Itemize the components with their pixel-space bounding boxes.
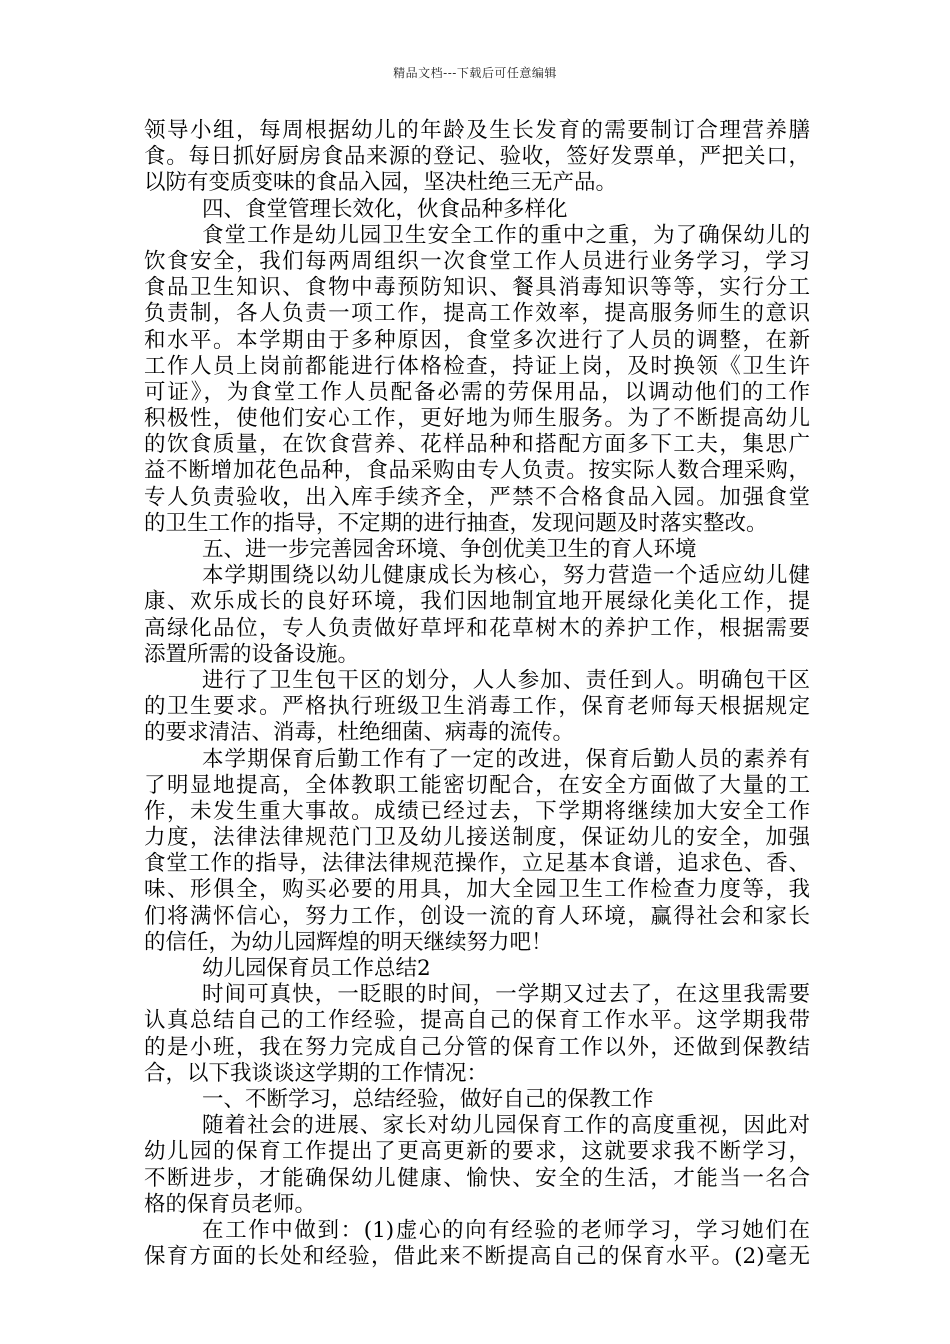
text-line: 幼儿园保育员工作总结2 — [202, 956, 431, 981]
text-line: 的卫生工作的指导，不定期的进行抽查，发现问题及时落实整改。 — [144, 510, 768, 536]
text-line: 高绿化品位，专人负责做好草坪和花草树木的养护工作，根据需要 — [144, 615, 810, 641]
text-line: 食品卫生知识、食物中毒预防知识、餐具消毒知识等等，实行分工 — [144, 275, 810, 301]
text-line: 认真总结自己的工作经验，提高自己的保育工作水平。这学期我带 — [144, 1008, 810, 1034]
text-line: 合，以下我谈谈这学期的工作情况： — [144, 1060, 489, 1086]
page-header: 精品文档---下载后可任意编辑 — [393, 66, 557, 80]
text-line: 力度，法律法律规范门卫及幼儿接送制度，保证幼儿的安全，加强 — [144, 825, 810, 851]
text-line: 的饮食质量，在饮食营养、花样品种和搭配方面多下工夫，集思广 — [144, 432, 810, 458]
text-line: 食堂工作是幼儿园卫生安全工作的重中之重，为了确保幼儿的 — [202, 222, 810, 248]
text-line: 食。每日抓好厨房食品来源的登记、验收，签好发票单，严把关口， — [144, 144, 810, 170]
text-line: 饮食安全，我们每两周组织一次食堂工作人员进行业务学习，学习 — [144, 248, 810, 274]
text-line: 工作人员上岗前都能进行体格检查，持证上岗，及时换领《卫生许 — [144, 353, 810, 379]
text-line: 可证》，为食堂工作人员配备必需的劳保用品，以调动他们的工作 — [144, 379, 810, 405]
text-line: 的卫生要求。严格执行班级卫生消毒工作，保育老师每天根据规定 — [144, 694, 810, 720]
text-line: 四、食堂管理长效化，伙食品种多样化 — [202, 196, 568, 222]
text-line: 本学期围绕以幼儿健康成长为核心，努力营造一个适应幼儿健 — [202, 563, 810, 589]
text-line: 一、不断学习，总结经验，做好自己的保教工作 — [202, 1086, 654, 1112]
document-body — [144, 118, 810, 1270]
text-line: 在工作中做到：(1)虚心的向有经验的老师学习，学习她们在 — [202, 1217, 810, 1243]
text-line: 时间可真快，一眨眼的时间，一学期又过去了，在这里我需要 — [202, 982, 810, 1008]
text-line: 不断进步，才能确保幼儿健康、愉快、安全的生活，才能当一名合 — [144, 1165, 810, 1191]
text-line: 幼儿园的保育工作提出了更高更新的要求，这就要求我不断学习， — [144, 1139, 810, 1165]
text-line: 进行了卫生包干区的划分，人人参加、责任到人。明确包干区 — [202, 667, 810, 693]
text-line: 以防有变质变味的食品入园，坚决杜绝三无产品。 — [144, 170, 618, 196]
text-line: 和水平。本学期由于多种原因，食堂多次进行了人员的调整，在新 — [144, 327, 810, 353]
text-line: 益不断增加花色品种，食品采购由专人负责。按实际人数合理采购， — [144, 458, 810, 484]
text-line: 的是小班，我在努力完成自己分管的保育工作以外，还做到保教结 — [144, 1034, 810, 1060]
text-line: 本学期保育后勤工作有了一定的改进，保育后勤人员的素养有 — [202, 746, 810, 772]
text-line: 味、形俱全，购买必要的用具，加大全园卫生工作检查力度等，我 — [144, 877, 810, 903]
text-line: 食堂工作的指导，法律法律规范操作，立足基本食谱，追求色、香、 — [144, 851, 810, 877]
text-line: 专人负责验收，出入库手续齐全，严禁不合格食品入园。加强食堂 — [144, 484, 810, 510]
text-line: 保育方面的长处和经验，借此来不断提高自己的保育水平。(2)毫无 — [144, 1244, 810, 1270]
text-line: 添置所需的设备设施。 — [144, 641, 360, 667]
text-line: 作，未发生重大事故。成绩已经过去，下学期将继续加大安全工作 — [144, 798, 810, 824]
text-line: 随着社会的进展、家长对幼儿园保育工作的高度重视，因此对 — [202, 1113, 810, 1139]
text-line: 的信任，为幼儿园辉煌的明天继续努力吧！ — [144, 929, 553, 955]
text-line: 们将满怀信心，努力工作，创设一流的育人环境，赢得社会和家长 — [144, 903, 810, 929]
text-line: 了明显地提高，全体教职工能密切配合，在安全方面做了大量的工 — [144, 772, 810, 798]
text-line: 积极性，使他们安心工作，更好地为师生服务。为了不断提高幼儿 — [144, 406, 810, 432]
text-line: 五、进一步完善园舍环境、争创优美卫生的育人环境 — [202, 537, 697, 562]
text-line: 康、欢乐成长的良好环境，我们因地制宜地开展绿化美化工作，提 — [144, 589, 810, 615]
text-line: 的要求清洁、消毒，杜绝细菌、病毒的流传。 — [144, 720, 575, 746]
text-line: 领导小组，每周根据幼儿的年龄及生长发育的需要制订合理营养膳 — [144, 118, 810, 143]
text-line: 负责制，各人负责一项工作，提高工作效率，提高服务师生的意识 — [144, 301, 810, 327]
text-line: 格的保育员老师。 — [144, 1191, 317, 1217]
